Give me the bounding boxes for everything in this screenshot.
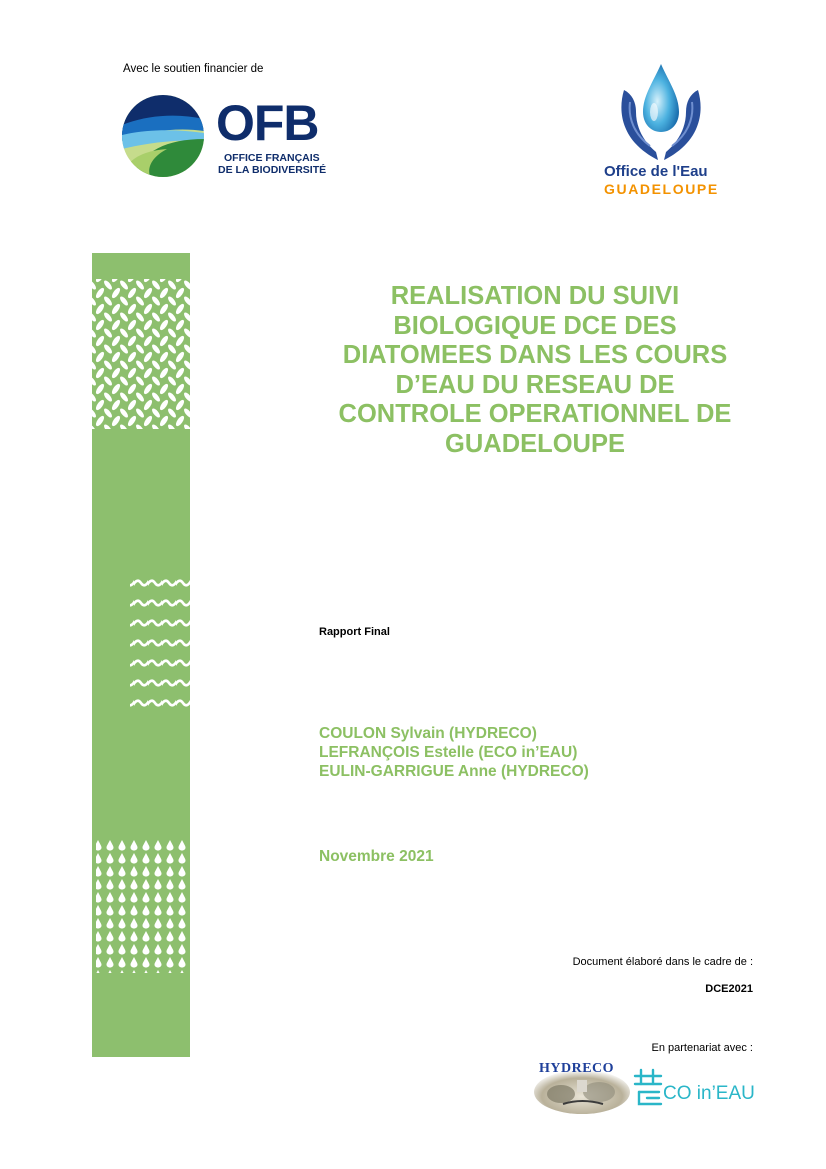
hydreco-logo-text: HYDRECO xyxy=(539,1061,615,1076)
title-line: D’EAU DU RESEAU DE xyxy=(395,370,675,399)
report-type: Rapport Final xyxy=(319,626,390,638)
author-name: EULIN-GARRIGUE Anne (HYDRECO) xyxy=(319,763,589,780)
office-eau-logo-region: GUADELOUPE xyxy=(604,181,719,197)
author-name: LEFRANÇOIS Estelle (ECO in’EAU) xyxy=(319,744,578,761)
ofb-logo-letters: OFB xyxy=(216,95,319,151)
framework-value: DCE2021 xyxy=(705,983,753,995)
author-name: COULON Sylvain (HYDRECO) xyxy=(319,725,537,742)
side-band-pattern-icon xyxy=(92,253,190,1057)
office-eau-logo-name: Office de l'Eau xyxy=(604,163,708,180)
title-line: REALISATION DU SUIVI xyxy=(390,282,680,310)
title-line: CONTROLE OPERATIONNEL DE xyxy=(338,400,732,428)
funding-label: Avec le soutien financier de xyxy=(123,63,264,75)
ofb-logo-subtitle-2: DE LA BIODIVERSITÉ xyxy=(218,164,327,176)
framework-label: Document élaboré dans le cadre de : xyxy=(572,956,753,968)
title-line: GUADELOUPE xyxy=(445,429,625,458)
ofb-logo-subtitle-1: OFFICE FRANÇAIS xyxy=(224,152,320,164)
decorative-side-band xyxy=(92,253,190,1057)
eco-ineau-logo-text: CO in’EAU xyxy=(663,1083,755,1104)
eco-ineau-logo-icon xyxy=(631,1068,665,1108)
title-line: DIATOMEES DANS LES COURS xyxy=(342,341,728,369)
partner-label: En partenariat avec : xyxy=(651,1042,753,1054)
publication-date: Novembre 2021 xyxy=(319,848,434,865)
document-title xyxy=(300,282,770,459)
title-line: BIOLOGIQUE DCE DES xyxy=(393,311,677,340)
